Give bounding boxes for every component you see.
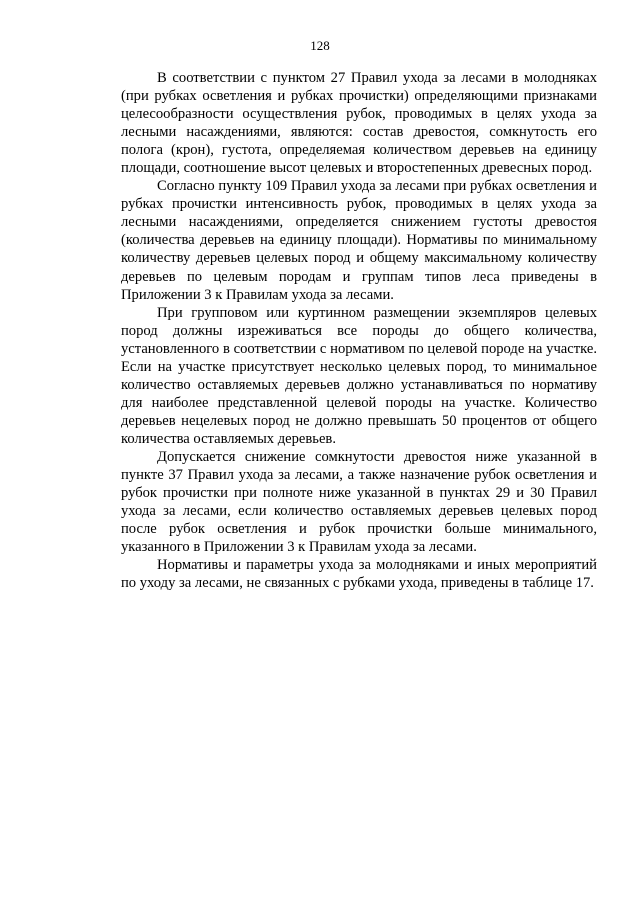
paragraph: При групповом или куртинном размещении экземпляров целевых пород должны изреживаться все породы до общего количества, установленного в соответствии с нормативом по целевой породе на участке. Если на участке присутствует несколько целевых пород, то минимальное количество оставляемых деревьев должно устанавливаться по нормативу для наиболее представленной целевой породы на участке. Количество деревьев нецелевых пород не должно превышать 50 процентов от общего количества оставляемых деревьев.	[121, 304, 597, 447]
paragraph: В соответствии с пунктом 27 Правил ухода за лесами в молодняках (при рубках осветления и рубках прочистки) определяющими признаками целесообразности осуществления рубок, проводимых в целях ухода за лесными насаждениями, являются: состав древостоя, сомкнутость его полога (крон), густота, определяемая количеством деревьев на единицу площади, соотношение высот целевых и второстепенных древесных пород.	[121, 70, 597, 177]
text-body	[121, 69, 597, 592]
paragraph: Согласно пункту 109 Правил ухода за лесами при рубках осветления и рубках прочистки интенсивность рубок, проводимых в целях ухода за лесными насаждениями, определяется снижением густоты древостоя (количества деревьев на единицу площади). Нормативы по минимальному количеству деревьев целевых пород и общему максимальному количеству деревьев по целевым породам и группам типов леса приведены в Приложении 3 к Правилам ухода за лесами.	[121, 178, 597, 303]
page-number: 128	[310, 38, 330, 53]
paragraph: Допускается снижение сомкнутости древостоя ниже указанной в пункте 37 Правил ухода за лесами, а также назначение рубок осветления и рубок прочистки при полноте ниже указанной в пунктах 29 и 30 Правил ухода за лесами, если количество оставляемых деревьев целевых пород после рубок осветления и рубок прочистки больше минимального, указанного в Приложении 3 к Правилам ухода за лесами.	[121, 448, 597, 556]
paragraph: Нормативы и параметры ухода за молодняками и иных мероприятий по уходу за лесами, не связанных с рубками ухода, приведены в таблице 17.	[121, 557, 597, 592]
